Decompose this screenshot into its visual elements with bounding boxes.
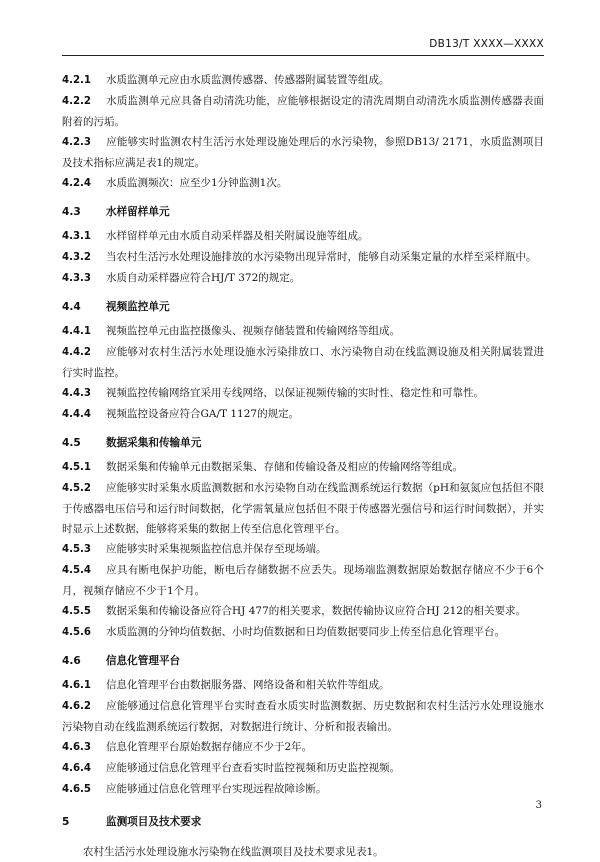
- clause: [62, 404, 544, 425]
- clause: [62, 70, 544, 91]
- clause-number: 4.6.3: [62, 742, 92, 753]
- clause-number: 4.2.1: [62, 75, 92, 86]
- clause-text: 数据采集和传输设备应符合HJ 477的相关要求，数据传输协议应符合HJ 212的相关要求。: [106, 605, 526, 617]
- clause-text: 应具有断电保护功能，断电后存储数据不应丢失。现场端监测数据原始数据存储应不少于6个月，视频存储应不少于1个月。: [62, 564, 544, 597]
- clause: [62, 675, 544, 696]
- clause: [62, 779, 544, 800]
- clause-number: 4.6.2: [62, 701, 92, 712]
- section-title: 数据采集和传输单元: [106, 437, 202, 449]
- section-title: 视频监控单元: [106, 301, 170, 313]
- clause-number: 4.2.2: [62, 96, 92, 107]
- clause-number: 4.4.3: [62, 388, 92, 399]
- clause-number: 4.4.2: [62, 347, 92, 358]
- section-number: 5: [62, 816, 70, 828]
- clause-text: 水质监测单元应具备自动清洗功能，应能够根据设定的清洗周期自动清洗水质监测传感器表面附着的污垢。: [62, 95, 544, 128]
- clause-text: 应能够实时采集视频监控信息并保存至现场端。: [106, 543, 327, 555]
- section-title: 水样留样单元: [106, 206, 170, 218]
- clause-number: 4.4.4: [62, 409, 92, 420]
- clause: [62, 457, 544, 478]
- clause-text: 数据采集和传输单元由数据采集、存储和传输设备及相应的传输网络等组成。: [106, 461, 463, 473]
- clause-number: 4.5.6: [62, 627, 92, 638]
- clause-number: 4.3.3: [62, 273, 92, 284]
- section-heading: [62, 299, 544, 315]
- clause-text: 视频监控单元由监控摄像头、视频存储装置和传输网络等组成。: [106, 325, 400, 337]
- spacer: [62, 194, 544, 204]
- clause-number: 4.6.1: [62, 680, 92, 691]
- clause-text: 水质监测的分钟均值数据、小时均值数据和日均值数据要同步上传至信息化管理平台。: [106, 626, 505, 638]
- section-heading: [62, 204, 544, 220]
- clause: [62, 132, 544, 173]
- clause-number: 4.2.4: [62, 178, 92, 189]
- clause-number: 4.4.1: [62, 326, 92, 337]
- clause: [62, 601, 544, 622]
- clause-text: 应能够通过信息化管理平台实时查看水质实时监测数据、历史数据和农村生活污水处理设施水污染物自动在线监测系统运行数据，对数据进行统计、分析和报表输出。: [62, 700, 544, 733]
- spacer: [62, 425, 544, 435]
- clause-number: 4.3.2: [62, 252, 92, 263]
- section-number: 4.4: [62, 301, 81, 313]
- section-heading: [62, 814, 544, 830]
- clause-number: 4.6.5: [62, 784, 92, 795]
- clause-number: 4.3.1: [62, 231, 92, 242]
- clause: [62, 342, 544, 383]
- clause-text: 应能够实时采集水质监测数据和水污染物自动在线监测系统运行数据（pH和氨氮应包括但不限于传感器电压信号和运行时间数据，化学需氧量应包括但不限于传感器光强信号和运行时间数据），并实时显示上述数据，能够将采集的数据上传至信息化管理平台。: [62, 482, 544, 535]
- page-number: 3: [535, 800, 542, 811]
- clause-text: 应能够通过信息化管理平台查看实时监控视频和历史监控视频。: [106, 762, 400, 774]
- spacer: [62, 800, 544, 814]
- clause: [62, 696, 544, 737]
- document-body: [62, 70, 544, 862]
- section-number: 4.6: [62, 655, 81, 667]
- clause-text: 当农村生活污水处理设施排放的水污染物出现异常时，能够自动采集定量的水样至采样瓶中。: [106, 251, 537, 263]
- clause-text: 视频监控设备应符合GA/T 1127的规定。: [106, 408, 300, 420]
- section-title: 监测项目及技术要求: [106, 816, 202, 828]
- clause-number: 4.2.3: [62, 137, 92, 148]
- clause-number: 4.5.4: [62, 565, 92, 576]
- document-code: DB13/T XXXX—XXXX: [429, 38, 544, 50]
- clause: [62, 758, 544, 779]
- clause: [62, 91, 544, 132]
- clause: [62, 539, 544, 560]
- clause-text: 水质自动采样器应符合HJ/T 372的规定。: [106, 272, 301, 284]
- clause: [62, 173, 544, 194]
- clause-text: 信息化管理平台由数据服务器、网络设备和相关软件等组成。: [106, 679, 390, 691]
- clause-text: 视频监控传输网络宜采用专线网络，以保证视频传输的实时性、稳定性和可靠性。: [106, 387, 484, 399]
- section-heading: [62, 653, 544, 669]
- clause: [62, 383, 544, 404]
- section-title: 信息化管理平台: [106, 655, 181, 667]
- clause-number: 4.5.2: [62, 483, 92, 494]
- clause: [62, 268, 544, 289]
- section-heading: [62, 435, 544, 451]
- clause-text: 水样留样单元由水质自动采样器及相关附属设施等组成。: [106, 230, 369, 242]
- clause-text: 水质监测单元应由水质监测传感器、传感器附属装置等组成。: [106, 74, 390, 86]
- spacer: [62, 643, 544, 653]
- closing-paragraph: 农村生活污水处理设施水污染物在线监测项目及技术要求见表1。: [83, 846, 384, 858]
- spacer: [62, 289, 544, 299]
- section-number: 4.5: [62, 437, 81, 449]
- clause-text: 应能够对农村生活污水处理设施水污染排放口、水污染物自动在线监测设施及相关附属装置进行实时监控。: [62, 346, 544, 379]
- clause-text: 应能够实时监测农村生活污水处理设施处理后的水污染物，参照DB13/ 2171，水质监测项目及技术指标应满足表1的规定。: [62, 136, 544, 169]
- clause-number: 4.5.1: [62, 462, 92, 473]
- clause: [62, 478, 544, 539]
- clause: [62, 737, 544, 758]
- header-rule: [62, 55, 544, 56]
- clause: [62, 560, 544, 601]
- clause-number: 4.5.5: [62, 606, 92, 617]
- clause: [62, 622, 544, 643]
- clause-text: 应能够通过信息化管理平台实现远程故障诊断。: [106, 783, 327, 795]
- clause-text: 信息化管理平台原始数据存储应不少于2年。: [106, 741, 313, 753]
- clause-number: 4.6.4: [62, 763, 92, 774]
- clause-number: 4.5.3: [62, 544, 92, 555]
- clause: [62, 247, 544, 268]
- section-number: 4.3: [62, 206, 81, 218]
- clause: [62, 226, 544, 247]
- clause: [62, 321, 544, 342]
- clause-text: 水质监测频次：应至少1分钟监测1次。: [106, 177, 288, 189]
